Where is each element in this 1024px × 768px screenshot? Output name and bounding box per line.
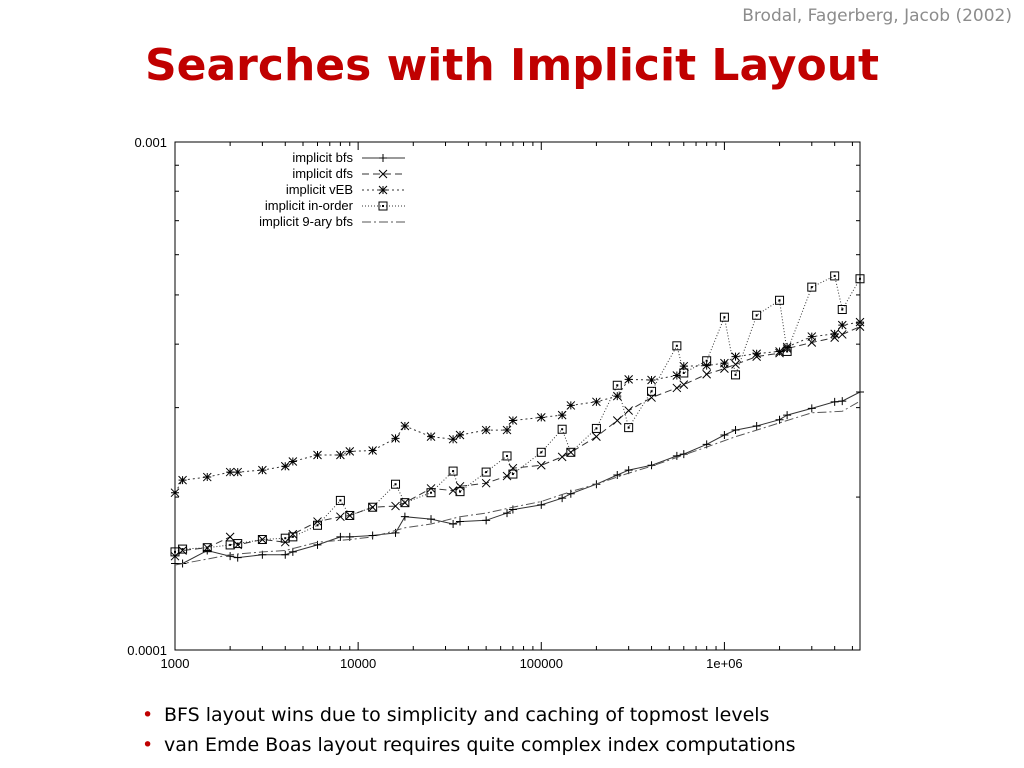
data-point — [449, 520, 457, 528]
data-point-dot — [859, 278, 861, 280]
data-point — [776, 347, 784, 355]
legend-label: implicit in-order — [264, 198, 353, 213]
data-point-dot — [512, 473, 514, 475]
data-point — [558, 453, 566, 461]
data-point-dot — [292, 536, 294, 538]
data-point — [392, 434, 400, 442]
data-point — [567, 401, 575, 409]
data-point-dot — [723, 316, 725, 318]
series-line — [175, 322, 860, 493]
data-point-dot — [706, 360, 708, 362]
data-point — [226, 533, 234, 541]
y-tick-label: 0.0001 — [127, 643, 167, 658]
data-point-dot — [811, 286, 813, 288]
data-point-dot — [595, 427, 597, 429]
data-point — [179, 476, 187, 484]
data-point — [648, 376, 656, 384]
data-point — [401, 513, 409, 521]
data-point — [831, 398, 839, 406]
legend — [259, 150, 405, 229]
data-point-dot — [382, 205, 384, 207]
data-point — [314, 451, 322, 459]
data-point-dot — [779, 299, 781, 301]
data-point-dot — [834, 275, 836, 277]
data-point — [509, 416, 517, 424]
data-point-dot — [182, 548, 184, 550]
series-line — [175, 276, 860, 552]
data-point — [753, 350, 761, 358]
data-point — [732, 426, 740, 434]
bullet-item — [142, 730, 796, 760]
data-point — [592, 398, 600, 406]
data-point — [449, 435, 457, 443]
data-point — [456, 518, 464, 526]
slide-title: Searches with Implicit Layout — [144, 40, 880, 91]
data-point — [808, 333, 816, 341]
data-point-dot — [174, 551, 176, 553]
data-point — [648, 394, 656, 402]
x-tick-label: 100000 — [519, 656, 563, 671]
data-point-dot — [430, 492, 432, 494]
data-point-dot — [756, 314, 758, 316]
data-point-dot — [395, 483, 397, 485]
data-point — [401, 422, 409, 430]
data-point — [482, 426, 490, 434]
data-point-dot — [459, 491, 461, 493]
data-point — [567, 490, 575, 498]
data-point-dot — [683, 372, 685, 374]
data-point — [226, 468, 234, 476]
bullet-text: BFS layout wins due to simplicity and caching of topmost levels — [164, 704, 770, 726]
data-point — [379, 154, 387, 162]
data-point — [703, 370, 711, 378]
legend-label: implicit bfs — [292, 150, 353, 165]
data-point — [456, 431, 464, 439]
data-point — [613, 416, 621, 424]
data-point-dot — [485, 471, 487, 473]
data-point — [680, 450, 688, 458]
data-point — [379, 186, 387, 194]
data-point-dot — [616, 384, 618, 386]
data-point — [720, 431, 728, 439]
series — [171, 323, 864, 561]
data-point-dot — [261, 539, 263, 541]
bullet-icon: • — [142, 734, 154, 756]
data-point-dot — [735, 374, 737, 376]
x-tick-label: 1000 — [160, 656, 190, 671]
legend-label: implicit vEB — [285, 182, 353, 197]
data-point — [625, 407, 633, 415]
line-chart — [100, 130, 880, 675]
data-point — [289, 457, 297, 465]
data-point — [369, 447, 377, 455]
data-point-dot — [561, 428, 563, 430]
data-point — [203, 473, 211, 481]
data-point — [625, 375, 633, 383]
data-point — [289, 548, 297, 556]
data-point-dot — [206, 547, 208, 549]
data-point — [720, 359, 728, 367]
data-point-dot — [339, 499, 341, 501]
data-point-dot — [786, 350, 788, 352]
x-tick-label: 10000 — [340, 656, 377, 671]
data-point — [482, 516, 490, 524]
data-point — [808, 404, 816, 412]
series-line — [175, 327, 860, 557]
data-point — [226, 552, 234, 560]
data-point-dot — [651, 390, 653, 392]
data-point — [427, 515, 435, 523]
series — [171, 272, 864, 556]
data-point-dot — [237, 543, 239, 545]
data-point — [673, 384, 681, 392]
data-point — [171, 560, 179, 568]
data-point — [258, 466, 266, 474]
data-point-dot — [628, 427, 630, 429]
data-point — [648, 461, 656, 469]
data-point — [369, 532, 377, 540]
data-point-dot — [841, 309, 843, 311]
data-point-dot — [349, 514, 351, 516]
data-point — [281, 462, 289, 470]
series — [171, 388, 864, 567]
data-point-dot — [570, 451, 572, 453]
data-point-dot — [540, 451, 542, 453]
data-point — [592, 433, 600, 441]
series-line — [175, 392, 860, 564]
citation: Brodal, Fagerberg, Jacob (2002) — [742, 6, 1012, 26]
data-point-dot — [404, 502, 406, 504]
bullet-item — [142, 700, 796, 730]
data-point — [838, 321, 846, 329]
data-point — [856, 388, 864, 396]
x-tick-label: 1e+06 — [706, 656, 743, 671]
data-point — [680, 381, 688, 389]
data-point-dot — [676, 345, 678, 347]
data-point — [503, 426, 511, 434]
y-tick-label: 0.001 — [134, 135, 167, 150]
data-point — [537, 413, 545, 421]
data-point-dot — [506, 455, 508, 457]
data-point — [783, 411, 791, 419]
series — [171, 318, 864, 497]
data-point — [234, 554, 242, 562]
data-point — [838, 330, 846, 338]
data-point — [336, 451, 344, 459]
data-point-dot — [284, 537, 286, 539]
data-point-dot — [317, 524, 319, 526]
data-point — [558, 411, 566, 419]
data-point — [613, 392, 621, 400]
data-point — [503, 472, 511, 480]
data-point — [831, 330, 839, 338]
data-point — [346, 447, 354, 455]
data-point — [503, 509, 511, 517]
data-point-dot — [372, 506, 374, 508]
legend-label: implicit 9-ary bfs — [259, 214, 353, 229]
data-point — [281, 551, 289, 559]
bullet-icon: • — [142, 704, 154, 726]
data-point — [776, 416, 784, 424]
data-point-dot — [229, 544, 231, 546]
data-point — [856, 318, 864, 326]
data-point — [838, 397, 846, 405]
data-point — [171, 489, 179, 497]
data-point — [427, 433, 435, 441]
bullet-list — [142, 700, 796, 760]
data-point — [336, 513, 344, 521]
data-point-dot — [452, 470, 454, 472]
bullet-text: van Emde Boas layout requires quite complex index computations — [164, 734, 796, 756]
legend-label: implicit dfs — [292, 166, 353, 181]
data-point — [234, 468, 242, 476]
data-point — [703, 362, 711, 370]
